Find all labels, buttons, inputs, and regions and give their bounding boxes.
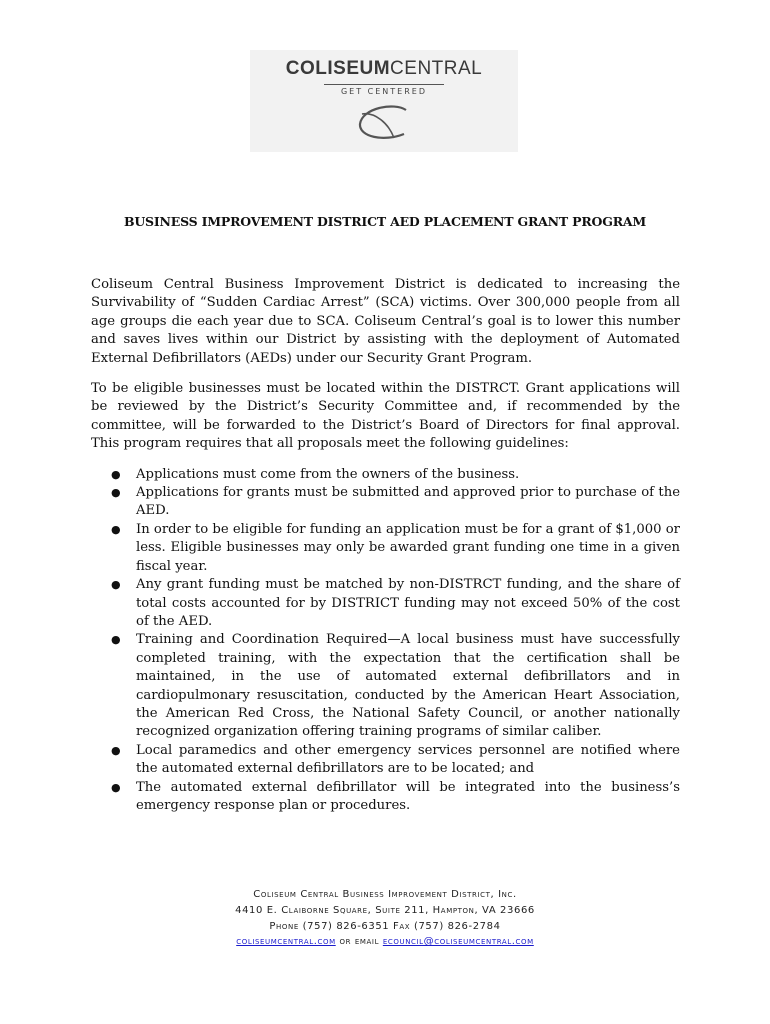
list-item-text: Training and Coordination Required—A local business must have successfully completed training, with the expectation that the certification shall be maintained, in the use of automated external defibrillators and in cardiopulmonary resuscitation, conducted by the American Heart Association, the American Red Cross, the National Safety Council, or another nationally recognized organization offering training programs of similar caliber. bbox=[136, 632, 680, 740]
list-item bbox=[91, 466, 680, 484]
bullet-icon: ● bbox=[111, 522, 121, 536]
list-item bbox=[91, 742, 680, 779]
bullet-icon: ● bbox=[111, 578, 121, 592]
list-item bbox=[91, 631, 680, 741]
logo-word-bold: COLISEUM bbox=[285, 58, 391, 79]
guidelines-list bbox=[91, 466, 680, 816]
list-item bbox=[91, 484, 680, 521]
list-item-text: In order to be eligible for funding an application must be for a grant of $1,000 or less. Eligible businesses may only be awarded grant funding one time in a given fiscal year. bbox=[136, 521, 680, 574]
logo-word-regular: CENTRAL bbox=[390, 58, 483, 79]
list-item-text: The automated external defibrillator will be integrated into the business’s emergency response plan or procedures. bbox=[136, 779, 680, 813]
list-item-text: Local paramedics and other emergency services personnel are notified where the automated external defibrillators are to be located; and bbox=[136, 742, 680, 777]
logo-wordmark bbox=[250, 58, 518, 80]
document-title: BUSINESS IMPROVEMENT DISTRICT AED PLACEMENT GRANT PROGRAM bbox=[123, 214, 647, 229]
list-item-text: Applications must come from the owners of the business. bbox=[136, 466, 520, 482]
intro-paragraph: Coliseum Central Business Improvement District is dedicated to increasing the Survivability of “Sudden Cardiac Arrest” (SCA) victims. Over 300,000 people from all age groups die each year due to SCA. Coliseum Central’s goal is to lower this number and saves lives within our District by assisting with the deployment of Automated External Defibrillators (AEDs) under our Security Grant Program. bbox=[91, 277, 680, 366]
bullet-icon: ● bbox=[111, 633, 121, 647]
website-link[interactable]: coliseumcentral.com bbox=[236, 936, 336, 948]
eligibility-paragraph: To be eligible businesses must be located within the DISTRCT. Grant applications will be reviewed by the District’s Security Committee and, if recommended by the committee, will be forwarded to the District’s Board of Directors for final approval. This program requires that all proposals meet the following guidelines: bbox=[91, 381, 680, 452]
bullet-icon: ● bbox=[111, 743, 121, 757]
footer-address: 4410 E. Claiborne Square, Suite 211, Hampton, VA 23666 bbox=[235, 904, 535, 916]
bullet-icon: ● bbox=[111, 780, 121, 794]
footer-organization: Coliseum Central Business Improvement District, Inc. bbox=[253, 889, 517, 900]
footer-or-email-text: or email bbox=[335, 936, 383, 948]
swoosh-c-mark-icon bbox=[354, 104, 414, 144]
logo-tagline: GET CENTERED bbox=[340, 87, 428, 96]
email-link[interactable]: ecouncil@coliseumcentral.com bbox=[382, 936, 534, 948]
list-item-text: Any grant funding must be matched by non-DISTRCT funding, and the share of total costs accounted for by DISTRICT funding may not exceed 50% of the cost of the AED. bbox=[136, 577, 680, 629]
footer-contact-line bbox=[0, 934, 770, 950]
bullet-icon: ● bbox=[111, 486, 121, 500]
footer bbox=[0, 887, 770, 950]
list-item bbox=[91, 576, 680, 631]
document-body bbox=[91, 276, 680, 815]
logo-divider bbox=[324, 84, 444, 85]
bullet-icon: ● bbox=[111, 467, 121, 481]
list-item bbox=[91, 779, 680, 816]
coliseum-central-logo bbox=[250, 50, 518, 152]
list-item-text: Applications for grants must be submitted and approved prior to purchase of the AED. bbox=[136, 485, 680, 519]
list-item bbox=[91, 521, 680, 576]
footer-phone-fax: Phone (757) 826-6351 Fax (757) 826-2784 bbox=[269, 920, 501, 932]
